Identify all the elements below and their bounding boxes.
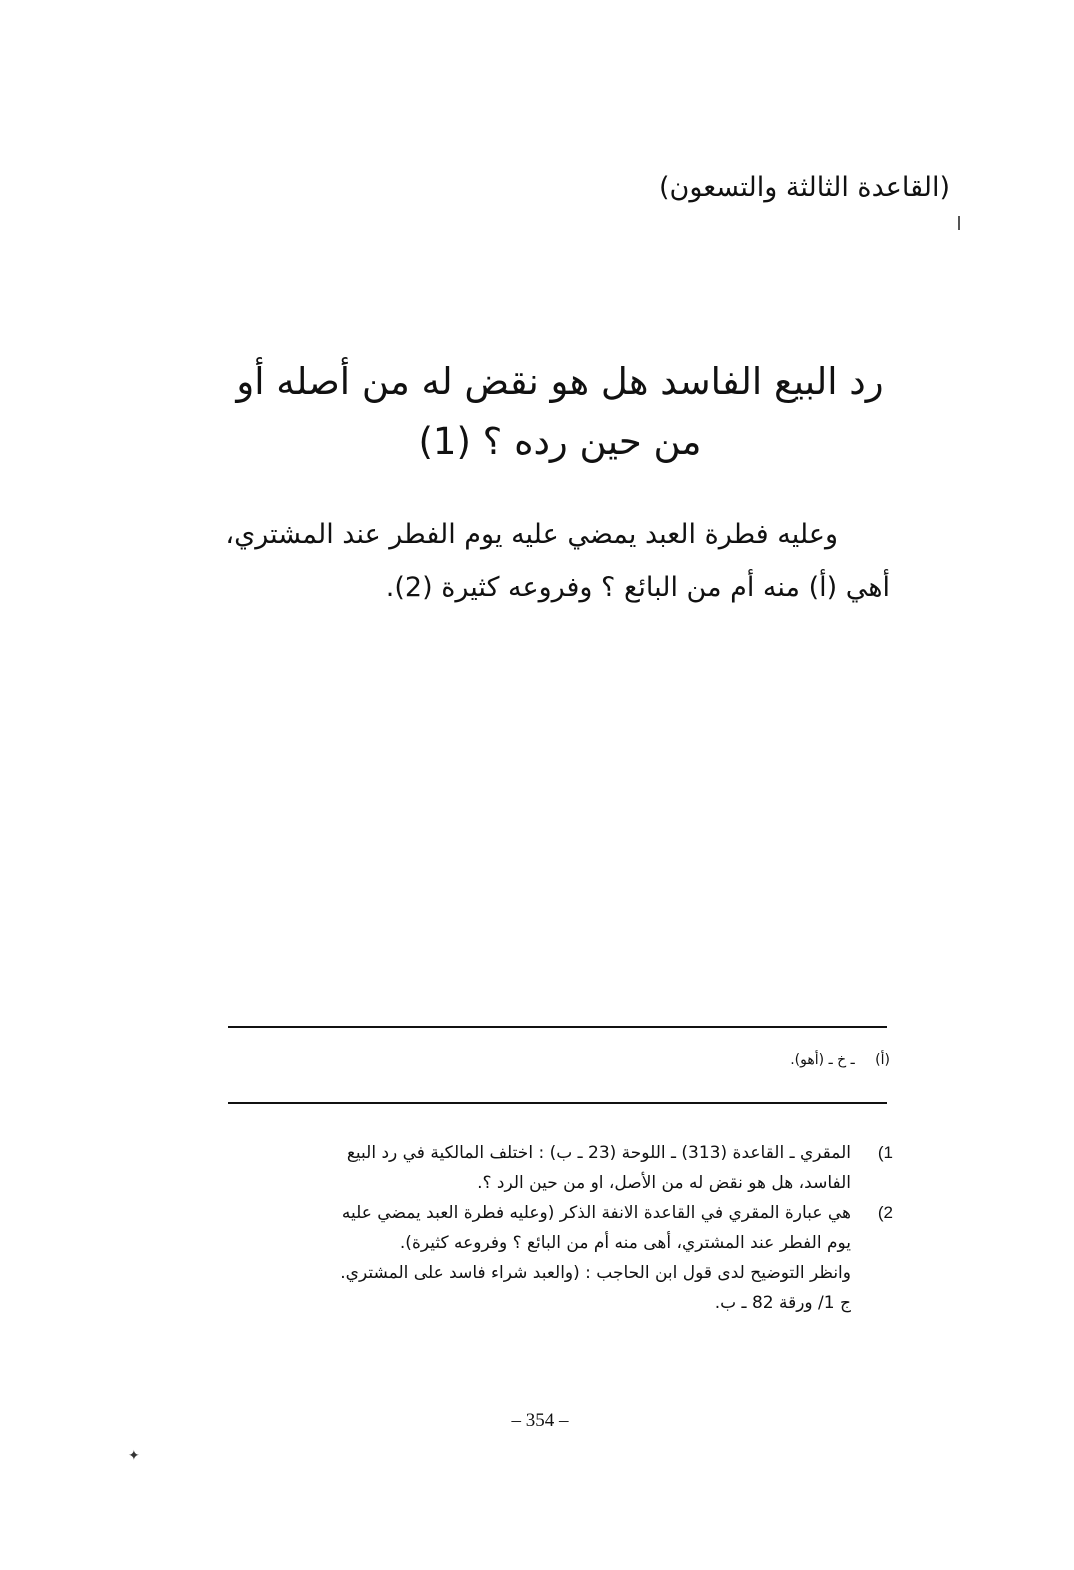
footnote-line: ج 1/ ورقة 82 ـ ب. bbox=[714, 1293, 851, 1313]
variant-note-text: ـ خ ـ (أهو). bbox=[790, 1052, 855, 1068]
footnote-line: يوم الفطر عند المشتري، أهى منه أم من البائع ؟ وفروعه كثيرة). bbox=[399, 1233, 851, 1253]
footnote-line: وانظر التوضيح لدى قول ابن الحاجب : (والعبد شراء فاسد على المشتري. bbox=[340, 1263, 851, 1283]
section-title bbox=[220, 352, 900, 472]
footnote-divider-bottom bbox=[228, 1102, 887, 1104]
footnote-number: 2) bbox=[877, 1203, 893, 1222]
section-title-line-2: من حين رده ؟ (1) bbox=[418, 420, 702, 463]
manuscript-variant-note bbox=[740, 1052, 890, 1068]
footnote-line: هي عبارة المقري في القاعدة الانفة الذكر (وعليه فطرة العبد يمضي عليه bbox=[341, 1203, 851, 1223]
rule-heading: (القاعدة الثالثة والتسعون) bbox=[658, 172, 950, 203]
footnote-number: 1) bbox=[877, 1143, 893, 1162]
footnote-2 bbox=[228, 1198, 893, 1318]
body-line-1: وعليه فطرة العبد يمضي عليه يوم الفطر عند المشتري، bbox=[225, 519, 838, 550]
page-number: – 354 – bbox=[511, 1410, 569, 1431]
footnote-1 bbox=[228, 1138, 893, 1198]
footnote-divider-top bbox=[228, 1026, 887, 1028]
body-paragraph bbox=[220, 508, 890, 614]
variant-note-mark: (أ) bbox=[875, 1052, 890, 1068]
scan-artifact bbox=[958, 216, 960, 230]
body-line-2: أهي (أ) منه أم من البائع ؟ وفروعه كثيرة (2). bbox=[385, 572, 890, 603]
footnote-line: الفاسد، هل هو نقض له من الأصل، او من حين الرد ؟. bbox=[477, 1173, 851, 1193]
footnote-line: المقري ـ القاعدة (313) ـ اللوحة (23 ـ ب) : اختلف المالكية في رد البيع bbox=[346, 1143, 851, 1163]
footnotes bbox=[228, 1138, 893, 1318]
section-title-line-1: رد البيع الفاسد هل هو نقض له من أصله أو bbox=[236, 360, 884, 403]
scan-speck: ✦ bbox=[128, 1448, 140, 1464]
